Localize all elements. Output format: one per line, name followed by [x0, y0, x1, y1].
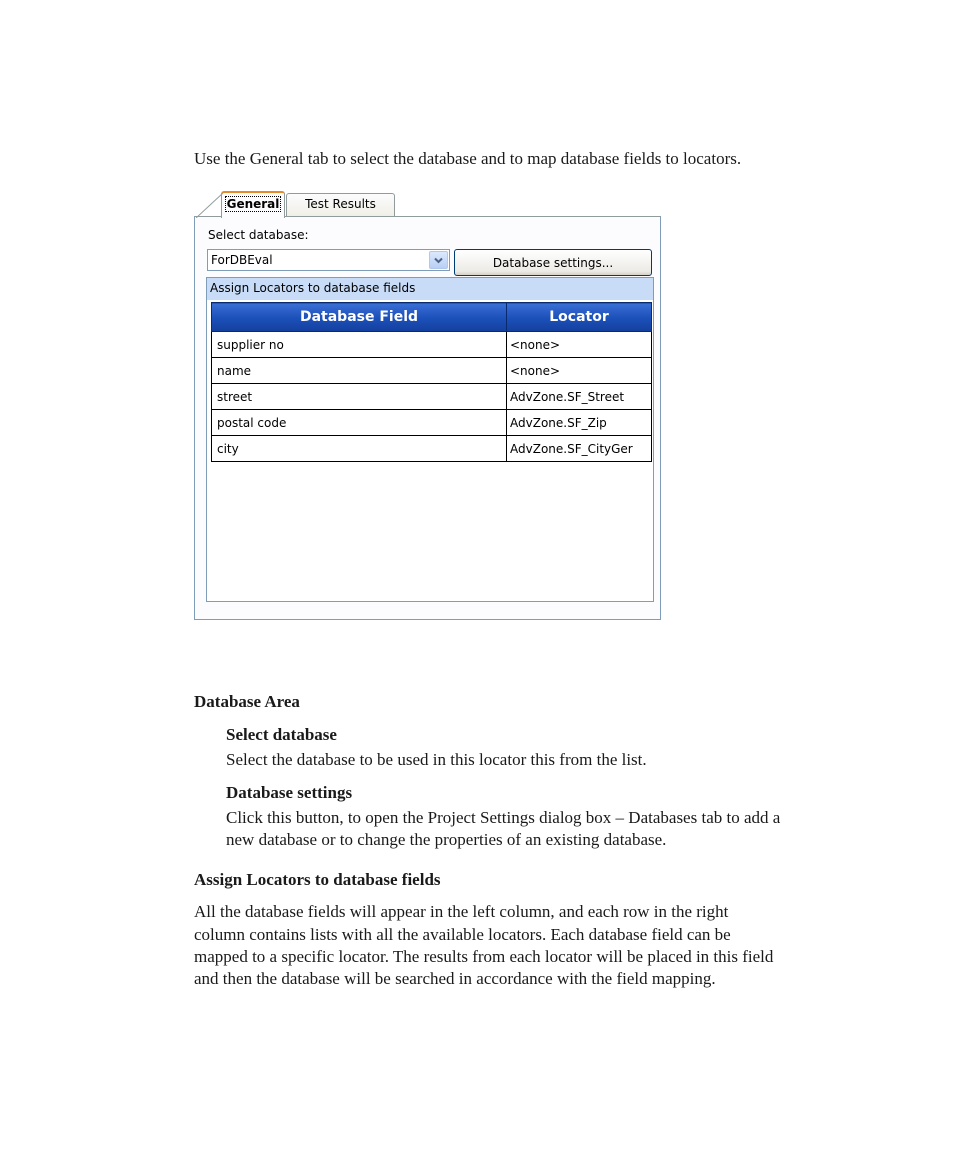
- column-header-locator[interactable]: Locator: [507, 303, 652, 332]
- database-settings-description-line-1: Click this button, to open the Project Settings dialog box – Databases tab to add a: [226, 808, 781, 827]
- locator-cell[interactable]: <none>: [507, 332, 652, 358]
- database-area-heading: Database Area: [194, 692, 300, 711]
- column-header-database-field[interactable]: Database Field: [212, 303, 507, 332]
- locator-cell[interactable]: AdvZone.SF_CityGer: [507, 436, 652, 462]
- locator-cell[interactable]: AdvZone.SF_Zip: [507, 410, 652, 436]
- field-locator-table: [211, 302, 652, 462]
- tab-strip: [194, 191, 661, 217]
- table-row[interactable]: [212, 436, 652, 462]
- tab-corner-decoration: [196, 191, 224, 218]
- assign-locators-paragraph-line-2: column contains lists with all the available locators. Each database field can be: [194, 925, 731, 944]
- database-settings-button[interactable]: Database settings...: [454, 249, 652, 276]
- assign-locators-paragraph-line-3: mapped to a specific locator. The results from each locator will be placed in this field: [194, 947, 774, 966]
- chevron-down-icon[interactable]: [429, 251, 448, 269]
- database-field-cell[interactable]: supplier no: [212, 332, 507, 358]
- table-row[interactable]: [212, 332, 652, 358]
- assign-locators-title: Assign Locators to database fields: [207, 278, 653, 300]
- assign-locators-paragraph-line-1: All the database fields will appear in the left column, and each row in the right: [194, 902, 729, 921]
- select-database-description: Select the database to be used in this locator this from the list.: [226, 750, 647, 769]
- table-row[interactable]: [212, 358, 652, 384]
- assign-locators-heading: Assign Locators to database fields: [194, 870, 441, 889]
- assign-locators-paragraph-line-4: and then the database will be searched in accordance with the field mapping.: [194, 969, 716, 988]
- table-row[interactable]: [212, 410, 652, 436]
- table-header-row: [212, 303, 652, 332]
- database-dialog: [194, 191, 661, 620]
- database-field-cell[interactable]: street: [212, 384, 507, 410]
- tab-general-label: General: [226, 197, 280, 211]
- database-select-value: ForDBEval: [211, 253, 273, 267]
- tab-test-results[interactable]: Test Results: [286, 193, 395, 216]
- select-database-label: Select database:: [208, 228, 309, 242]
- locator-cell[interactable]: AdvZone.SF_Street: [507, 384, 652, 410]
- locator-cell[interactable]: <none>: [507, 358, 652, 384]
- select-database-heading: Select database: [226, 725, 337, 744]
- database-settings-heading: Database settings: [226, 783, 353, 802]
- database-field-cell[interactable]: city: [212, 436, 507, 462]
- database-field-cell[interactable]: name: [212, 358, 507, 384]
- tab-general[interactable]: [221, 191, 285, 218]
- database-settings-description-line-2: new database or to change the properties of an existing database.: [226, 830, 667, 849]
- assign-locators-group: [206, 277, 654, 602]
- database-field-cell[interactable]: postal code: [212, 410, 507, 436]
- intro-text: Use the General tab to select the database and to map database fields to locators.: [194, 149, 742, 168]
- database-select[interactable]: [207, 249, 450, 271]
- table-row[interactable]: [212, 384, 652, 410]
